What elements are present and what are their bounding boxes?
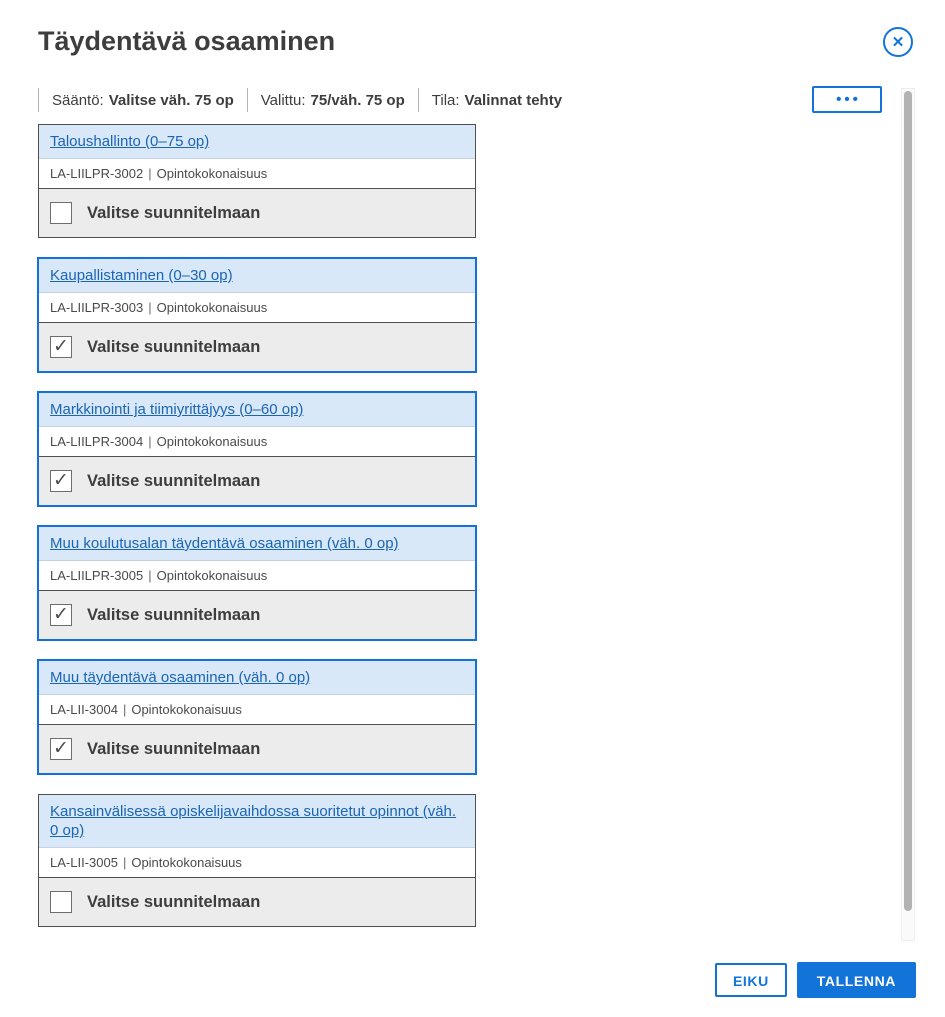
module-link[interactable]: Taloushallinto (0–75 op)	[50, 133, 210, 150]
module-card-kaupallistaminen	[38, 258, 476, 372]
select-checkbox[interactable]	[50, 738, 72, 760]
state-segment	[418, 88, 575, 112]
select-to-plan-row[interactable]	[39, 591, 475, 639]
module-code: LA-LII-3004	[50, 702, 118, 717]
module-code: LA-LIILPR-3004	[50, 434, 144, 449]
rule-segment	[38, 88, 247, 112]
module-meta	[39, 293, 475, 323]
module-card-taloushallinto	[38, 124, 476, 238]
select-checkbox[interactable]	[50, 202, 72, 224]
module-meta	[39, 561, 475, 591]
select-checkbox[interactable]	[50, 470, 72, 492]
module-card-header	[39, 259, 475, 293]
selected-segment	[247, 88, 418, 112]
module-meta	[39, 159, 475, 189]
page-title: Täydentävä osaaminen	[38, 26, 336, 56]
select-label: Valitse suunnitelmaan	[87, 739, 261, 758]
select-to-plan-row[interactable]	[39, 878, 475, 926]
module-type: Opintokokonaisuus	[156, 568, 268, 583]
module-type: Opintokokonaisuus	[131, 855, 242, 870]
module-type: Opintokokonaisuus	[156, 300, 268, 315]
module-type: Opintokokonaisuus	[156, 166, 268, 181]
rule-label: Sääntö:	[52, 91, 104, 109]
select-label: Valitse suunnitelmaan	[87, 605, 261, 624]
meta-separator: |	[148, 166, 152, 181]
select-to-plan-row[interactable]	[39, 189, 475, 237]
module-card-muu-taydentava	[38, 660, 476, 774]
check-icon: ✓	[53, 335, 69, 357]
select-to-plan-row[interactable]	[39, 457, 475, 505]
rule-value: Valitse väh. 75 op	[108, 91, 234, 109]
meta-separator: |	[148, 568, 152, 583]
meta-separator: |	[148, 300, 152, 315]
check-icon: ✓	[53, 603, 69, 625]
meta-separator: |	[122, 702, 127, 717]
close-icon: ✕	[891, 34, 905, 51]
select-checkbox[interactable]	[50, 891, 72, 913]
module-card-header	[39, 125, 475, 159]
check-icon: ✓	[53, 737, 69, 759]
select-checkbox[interactable]	[50, 604, 72, 626]
module-card-kansainvalinen-vaihto	[38, 794, 476, 927]
state-value: Valinnat tehty	[464, 91, 563, 109]
select-to-plan-row[interactable]	[39, 323, 475, 371]
module-card-header	[39, 393, 475, 427]
ellipsis-icon: •••	[836, 91, 861, 108]
close-button[interactable]	[883, 27, 913, 57]
module-link[interactable]: Muu koulutusalan täydentävä osaaminen (väh. 0 op)	[50, 535, 399, 552]
select-label: Valitse suunnitelmaan	[87, 337, 261, 356]
module-link[interactable]: Muu täydentävä osaaminen (väh. 0 op)	[50, 669, 311, 686]
module-link[interactable]: Kansainvälisessä opiskelijavaihdossa suoritetut opinnot (väh. 0 op)	[50, 803, 457, 839]
meta-separator: |	[148, 434, 152, 449]
footer-actions	[715, 962, 916, 998]
module-type: Opintokokonaisuus	[156, 434, 268, 449]
module-meta	[39, 848, 475, 878]
module-type: Opintokokonaisuus	[131, 702, 242, 717]
module-meta	[39, 427, 475, 457]
state-label: Tila:	[431, 91, 460, 109]
select-label: Valitse suunnitelmaan	[87, 203, 261, 222]
module-code: LA-LIILPR-3002	[50, 166, 144, 181]
module-card-header	[39, 795, 475, 848]
more-options-button[interactable]	[812, 86, 882, 113]
module-code: LA-LIILPR-3003	[50, 300, 144, 315]
selected-label: Valittu:	[260, 91, 306, 109]
check-icon: ✓	[53, 469, 69, 491]
scrollbar-track[interactable]	[901, 88, 915, 941]
module-code: LA-LIILPR-3005	[50, 568, 144, 583]
module-meta	[39, 695, 475, 725]
scrollbar-thumb[interactable]	[904, 91, 912, 911]
module-card-markkinointi	[38, 392, 476, 506]
module-card-muu-koulutusalan	[38, 526, 476, 640]
select-checkbox[interactable]	[50, 336, 72, 358]
select-label: Valitse suunnitelmaan	[87, 471, 261, 490]
module-link[interactable]: Markkinointi ja tiimiyrittäjyys (0–60 op)	[50, 401, 304, 418]
select-to-plan-row[interactable]	[39, 725, 475, 773]
module-card-list	[38, 124, 476, 947]
module-link[interactable]: Kaupallistaminen (0–30 op)	[50, 267, 233, 284]
module-card-header	[39, 661, 475, 695]
select-label: Valitse suunnitelmaan	[87, 892, 261, 911]
cancel-button[interactable]: EIKU	[715, 963, 787, 997]
meta-separator: |	[122, 855, 127, 870]
save-button[interactable]: TALLENNA	[797, 962, 916, 998]
rule-status-bar	[38, 87, 575, 113]
selected-value: 75/väh. 75 op	[310, 91, 405, 109]
module-card-header	[39, 527, 475, 561]
module-code: LA-LII-3005	[50, 855, 118, 870]
